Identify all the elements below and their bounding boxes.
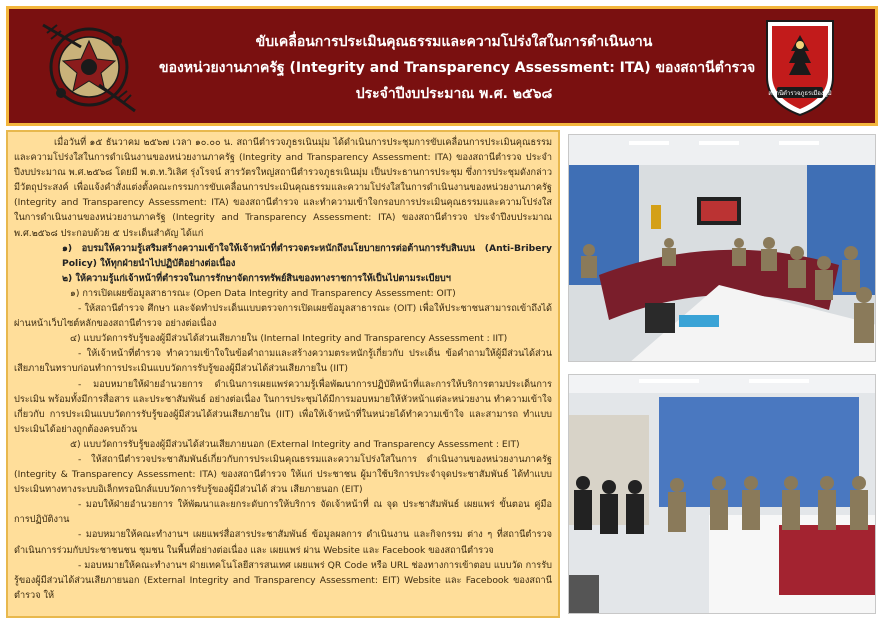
emblem-logo-icon xyxy=(37,15,141,119)
sub-3-text-c: - มอบหมายให้คณะทำงานฯ เผยแพร่สื่อสารประชาสัมพันธ์ ข้อมูลผลการ ดำเนินงาน และกิจกรรม ต่าง ๆ ที่สถานีตำรวจดำเนินการร่วมกับประชาชนชน ชุมชน ในพื้นที่อย่างต่อเนื่อง และ เผยแพร่ ผ่าน Website และ Facebook ของสถานีตำรวจ xyxy=(14,529,552,556)
meeting-photo-2 xyxy=(568,374,876,614)
item-1: ๑) อบรมให้ความรู้เสริมสร้างความเข้าใจให้เจ้าหน้าที่ตำรวจตระหนักถึงนโยบายการต่อต้านการรับสินบน (Anti-Bribery Policy) ให้ทุกฝ่ายนำไปปฏิบัติอย่างต่อเนื่อง xyxy=(62,242,552,269)
sub-1-title: ๑) การเปิดเผยข้อมูลสาธารณะ (Open Data Integrity and Transparency Assessment: OIT) xyxy=(70,287,456,299)
sub-3-text-b: - มอบให้ฝ่ายอำนวยการ ให้พัฒนาและยกระดับการให้บริการ จัดเจ้าหน้าที่ ณ จุด ประชาสัมพันธ์ เผยแพร่ ขั้นตอน คู่มือการปฏิบัติงาน xyxy=(14,499,552,526)
police-badge-icon xyxy=(761,17,839,117)
sub-2-text-b: - มอบหมายให้ฝ่ายอำนวยการ ดำเนินการเผยแพร่ความรู้เพื่อพัฒนาการปฏิบัติหน้าที่และการให้บริการตามประเด็นการประเมิน พร้อมทั้งมีการสื่อสาร และประชาสัมพันธ์ อย่างต่อเนื่อง ในการประชุมได้มีการมอบหมายให้หัวหน้าแต่ละหน่วยงาน ทำความเข้าใจ เกี่ยวกับ การประเมินแบบวัดการรับรู้ของผู้มีส่วนได้ส่วนเสียภายใน (IIT) เพื่อให้เจ้าหน้าที่ในหน่วยได้ทำความเข้าใจ และสามารถ ทำแบบประเมินได้อย่างถูกต้องครบถ้วน xyxy=(14,378,552,435)
right-logo-caption: สถานีตำรวจภูธรเมืองภูมิ xyxy=(768,90,832,97)
title-line-1: ขับเคลื่อนการประเมินคุณธรรมและความโปร่งใสในการดำเนินงาน xyxy=(255,34,653,50)
sub-2-title: ๔) แบบวัดการรับรู้ของผู้มีส่วนได้ส่วนเสียภายใน (Internal Integrity and Transparency Assessment : IIT) xyxy=(70,333,508,345)
sub-3-title: ๕) แบบวัดการรับรู้ของผู้มีส่วนได้ส่วนเสียภายนอก (External Integrity and Transparency Assessment : EIT) xyxy=(70,438,520,450)
title-line-3: ประจำปีงบประมาณ พ.ศ. ๒๕๖๘ xyxy=(355,86,553,102)
header-banner xyxy=(6,6,878,126)
sub-1-text: - ให้สถานีตำรวจ ศึกษา และจัดทำประเด็นแบบตรวจการเปิดเผยข้อมูลสาธารณะ (OIT) เพื่อให้ประชาชนสามารถเข้าถึงได้ผ่านหน้าเว็บไซต์หลักของสถานีตำรวจ อย่างต่อเนื่อง xyxy=(14,303,552,330)
title-line-2: ของหน่วยงานภาครัฐ (Integrity and Transparency Assessment: ITA) ของสถานีตำรวจ xyxy=(159,60,756,76)
item-2: ๒) ให้ความรู้แก่เจ้าหน้าที่ตำรวจในการรักษาจัดการทรัพย์สินของทางราชการให้เป็นไปตามระเบียบฯ xyxy=(62,272,451,284)
sub-3-text-d: - มอบหมายให้คณะทำงานฯ ฝ่ายเทคโนโลยีสารสนเทศ เผยแพร่ QR Code หรือ URL ช่องทางการเข้าตอบ แบบวัด การรับรู้ของผู้มีส่วนได้ส่วนเสียภายนอก (External Integrity and Transparency Assessment: EIT) Website และ Facebook ของสถานีตำรวจ ให้ xyxy=(14,559,552,601)
sub-3-text-a: - ให้สถานีตำรวจประชาสัมพันธ์เกี่ยวกับการประเมินคุณธรรมและความโปร่งใสในการ ดำเนินงานของหน่วยงานภาครัฐ (Integrity & Transparency Assessment: ITA) ของสถานีตำรวจ ให้แก่ ประชาชน ผู้มาใช้บริการประจำจุดประชาสัมพันธ์ ได้ทำแบบประเมินทางทางระบบอิเล็กทรอนิกส์แบบวัดการรับรู้ของผู้มีส่วนได้ ส่วน เสียภายนอก (EIT) xyxy=(14,453,552,496)
title-block xyxy=(159,29,756,107)
sub-2-text-a: - ให้เจ้าหน้าที่ตำรวจ ทำความเข้าใจในข้อคำถามและสร้างความตระหนักรู้เกี่ยวกับ ประเด็น ข้อคำถามให้ผู้มีส่วนได้ส่วนเสียภายในทราบก่อนทำการประเมินแบบวัดการรับรู้ของผู้มีส่วนได้ส่วนเสียภายใน (IIT) xyxy=(14,348,552,375)
meeting-photo-1 xyxy=(568,134,876,362)
intro-paragraph: เมื่อวันที่ ๑๕ ธันวาคม ๒๕๖๗ เวลา ๑๐.๐๐ น. สถานีตำรวจภูธรเนินมุ่ม ได้ดำเนินการประชุมการขับเคลื่อนการประเมินคุณธรรมและความโปร่งใสในการดำเนินงานของหน่วยงานภาครัฐ (Integrity and Transparency Assessment: ITA) ของสถานีตำรวจ ประจำปีงบประมาณ พ.ศ.๒๕๖๘ โดยมี พ.ต.ท.วิเลิศ รุ่งโรจน์ สารวัตรใหญ่สถานีตำรวจภูธรเนินมุ่ม เป็นประธานการประชุม ซึ่งการประชุมดังกล่าวมีวัตถุประสงค์ เพื่อแจ้งคำสั่งแต่งตั้งคณะกรรมการขับเคลื่อนการประเมินคุณธรรมและความโปร่งใสในการดำเนินงานของหน่วยงานภาครัฐ (Integrity and Transparency Assessment: ITA) ของสถานีตำรวจ และทำความเข้าใจกรอบการประเมินคุณธรรมและความโปร่งใสในการดำเนินงานของหน่วยงานภาครัฐ (Integrity and Transparency Assessment: ITA) ของสถานีตำรวจ ประจำปีงบประมาณ พ.ศ.๒๕๖๘ ประกอบด้วย ๕ ประเด็นสำคัญ ได้แก่ xyxy=(14,137,552,239)
article-text-panel xyxy=(6,130,560,618)
